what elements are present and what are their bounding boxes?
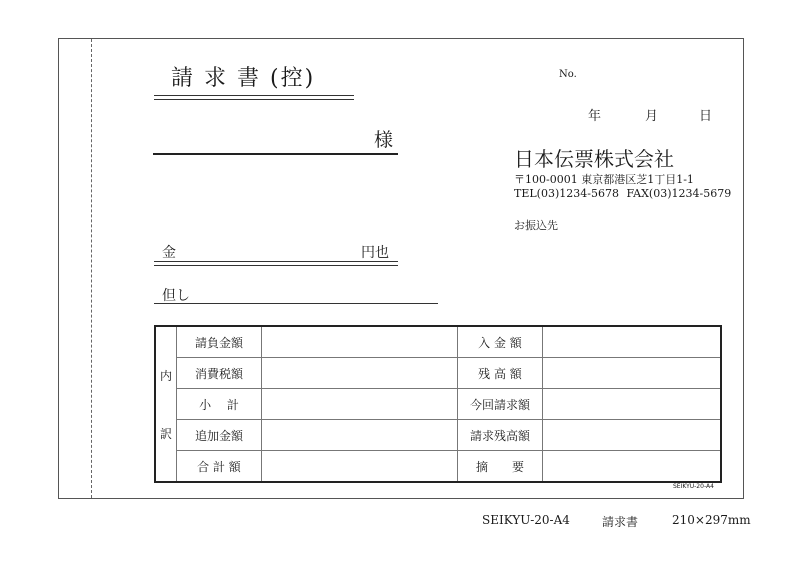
amount-enya-label: 円也 [361,245,389,261]
row-label: 残 高 額 [458,358,543,389]
payee-label: お振込先 [514,219,558,232]
company-tel-fax: TEL(03)1234-5678 FAX(03)1234-5679 [514,187,732,200]
date-day-label: 日 [699,109,713,124]
row-label: 入 金 額 [458,326,543,358]
table-row [155,326,721,358]
amount-cell[interactable] [262,358,458,389]
footer-product-name: 請求書 [602,515,639,529]
table-row [155,451,721,483]
footer-paper-size: 210×297mm [672,513,751,527]
row-label: 今回請求額 [458,389,543,420]
breakdown-side-label [155,326,177,482]
row-label: 請求残高額 [458,420,543,451]
amount-cell[interactable] [262,326,458,358]
amount-cell[interactable] [543,389,722,420]
date-month-label: 月 [645,109,659,124]
amount-cell[interactable] [262,420,458,451]
row-label: 追加金額 [177,420,262,451]
proviso-line [154,303,438,304]
table-row [155,420,721,451]
invoice-form [58,38,744,499]
row-label: 消費税額 [177,358,262,389]
row-label: 摘 要 [458,451,543,483]
row-label: 合 計 額 [177,451,262,483]
row-label: 請負金額 [177,326,262,358]
amount-cell[interactable] [543,358,722,389]
table-row [155,358,721,389]
side-label-top: 内 [159,369,172,383]
footer-product-code: SEIKYU-20-A4 [482,513,570,527]
table-row [155,389,721,420]
company-address: 〒100-0001 東京都港区芝1丁目1-1 [514,173,694,186]
remarks-cell[interactable] [543,451,722,483]
date-year-label: 年 [588,109,602,124]
title-underline [154,95,354,100]
amount-cell[interactable] [262,451,458,483]
amount-cell[interactable] [543,420,722,451]
number-label: No. [559,69,577,80]
amount-cell[interactable] [262,389,458,420]
addressee-line [153,153,398,155]
form-code-small: SEIKYU-20-A4 [673,483,714,490]
side-label-bottom: 訳 [159,427,172,441]
amount-cell[interactable] [543,326,722,358]
row-label: 小 計 [177,389,262,420]
form-title: 請 求 書 (控) [171,66,316,91]
perforation-line [91,39,92,498]
amount-underline [154,261,398,266]
addressee-suffix: 様 [374,129,394,151]
amount-kin-label: 金 [162,245,176,261]
proviso-label: 但し [162,288,190,304]
company-name: 日本伝票株式会社 [514,147,674,171]
breakdown-table [154,325,722,483]
